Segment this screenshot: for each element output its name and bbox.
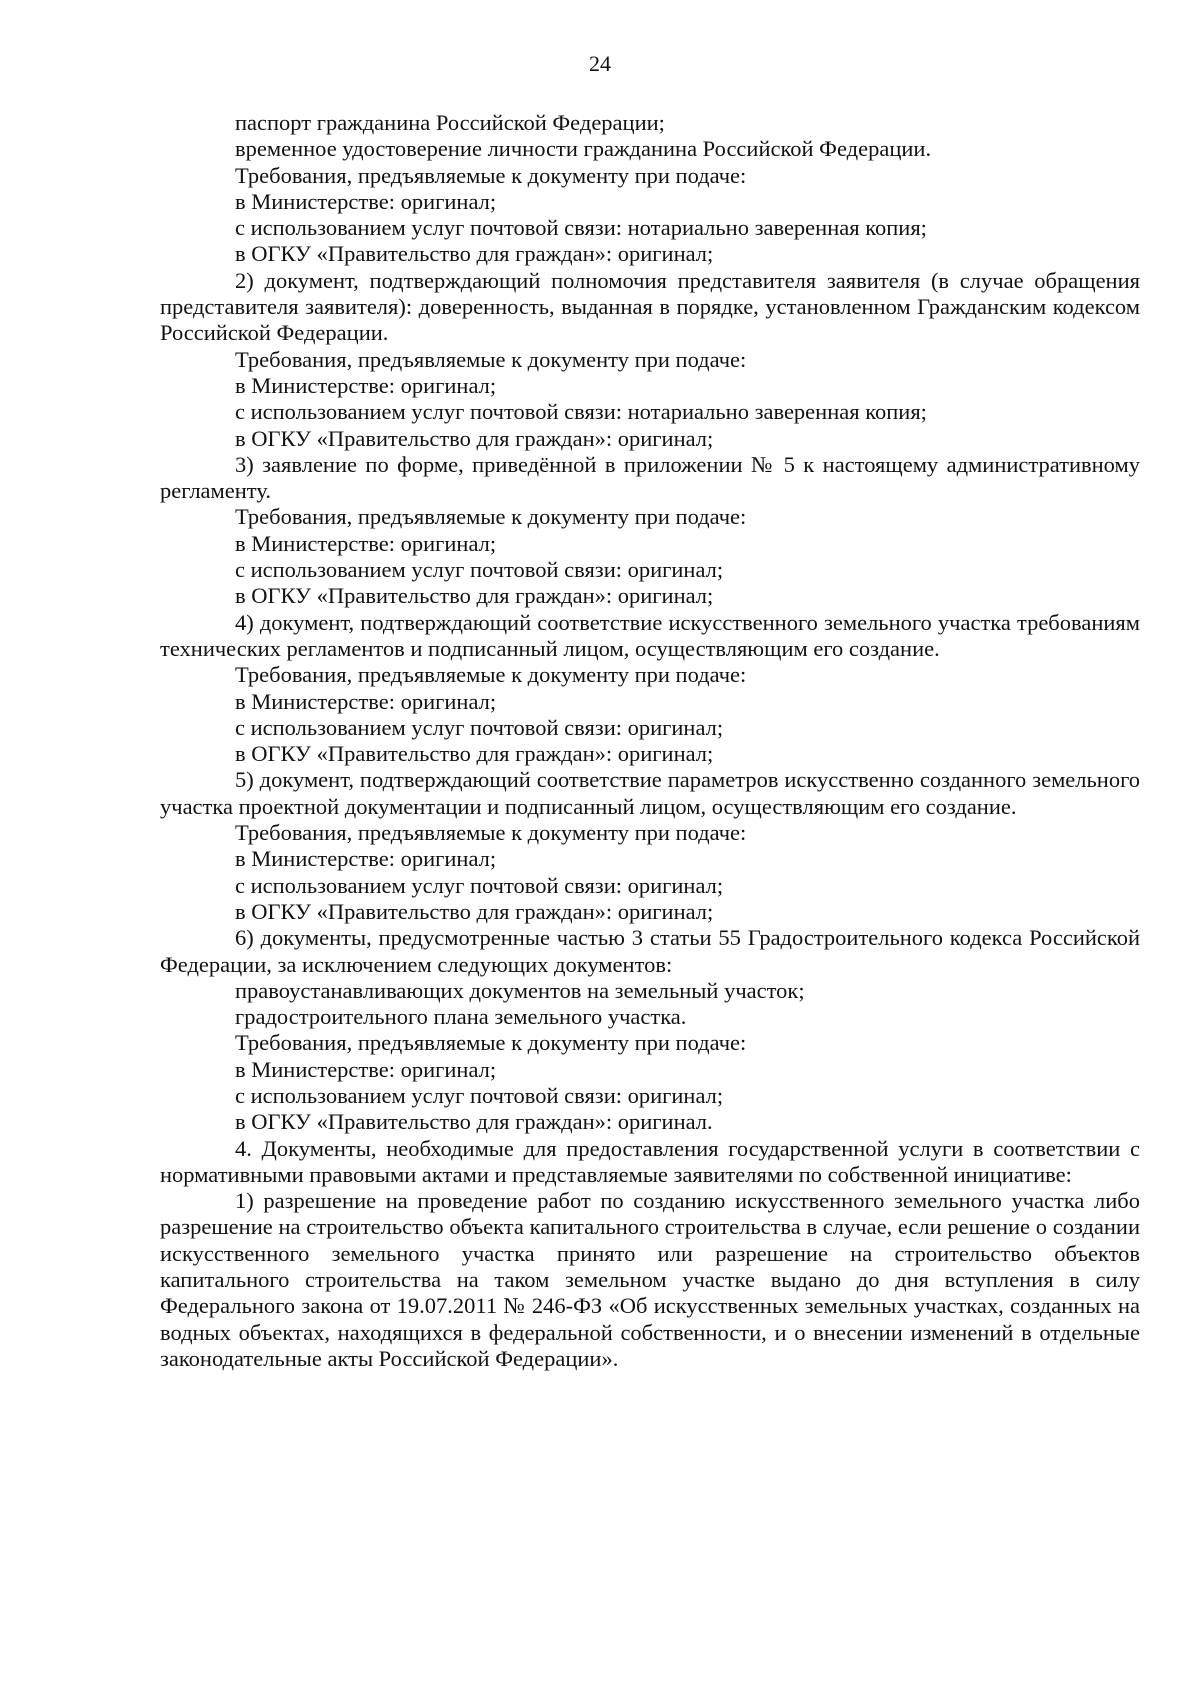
paragraph-12: 3) заявление по форме, приведённой в приложении № 5 к настоящему административному регламенту. [160, 451, 1140, 504]
paragraph-4: в Министерстве: оригинал; [235, 188, 497, 214]
paragraph-6: в ОГКУ «Правительство для граждан»: оригинал; [235, 241, 714, 267]
paragraph-16: в ОГКУ «Правительство для граждан»: оригинал; [235, 583, 714, 609]
paragraph-2: временное удостоверение личности гражданина Российской Федерации. [235, 136, 932, 162]
paragraph-19: в Министерстве: оригинал; [235, 688, 497, 714]
paragraph-23: Требования, предъявляемые к документу при подаче: [235, 820, 747, 846]
paragraph-32: с использованием услуг почтовой связи: оригинал; [235, 1082, 724, 1108]
paragraph-24: в Министерстве: оригинал; [235, 846, 497, 872]
paragraph-13: Требования, предъявляемые к документу при подаче: [235, 504, 747, 530]
paragraph-20: с использованием услуг почтовой связи: оригинал; [235, 714, 724, 740]
paragraph-10: с использованием услуг почтовой связи: нотариально заверенная копия; [235, 399, 927, 425]
paragraph-9: в Министерстве: оригинал; [235, 372, 497, 398]
paragraph-22: 5) документ, подтверждающий соответствие параметров искусственно созданного земельного участка проектной документации и подписанный лицом, осуществляющим его создание. [160, 767, 1140, 819]
paragraph-35: 1) разрешение на проведение работ по созданию искусственного земельного участка либо разрешение на строительство объекта капитального строительства в случае, если решение о создании искусственного земельного участка принято или разрешение на строительство объектов капитального строительства на таком земельном участке выдано до дня вступления в силу Федерального закона от 19.07.2011 № 246-ФЗ «Об искусственных земельных участках, созданных на водных объектах, находящихся в федеральной собственности, и о внесении изменений в отдельные законодательные акты Российской Федерации». [160, 1188, 1140, 1371]
paragraph-30: Требования, предъявляемые к документу при подаче: [235, 1030, 747, 1056]
paragraph-26: в ОГКУ «Правительство для граждан»: оригинал; [235, 898, 714, 924]
paragraph-7: 2) документ, подтверждающий полномочия представителя заявителя (в случае обращения представителя заявителя): доверенность, выданная в порядке, установленном Гражданским кодексом Российской Федерации. [160, 267, 1140, 346]
paragraph-34: 4. Документы, необходимые для предоставления государственной услуги в соответствии с нормативными правовыми актами и представляемые заявителями по собственной инициативе: [160, 1135, 1140, 1187]
paragraph-5: с использованием услуг почтовой связи: нотариально заверенная копия; [235, 215, 927, 241]
paragraph-15: с использованием услуг почтовой связи: оригинал; [235, 557, 724, 583]
paragraph-21: в ОГКУ «Правительство для граждан»: оригинал; [235, 741, 714, 767]
paragraph-17: 4) документ, подтверждающий соответствие искусственного земельного участка требованиям технических регламентов и подписанный лицом, осуществляющим его создание. [160, 609, 1140, 661]
paragraph-3: Требования, предъявляемые к документу при подаче: [235, 162, 747, 188]
document-body [160, 110, 1140, 1372]
paragraph-8: Требования, предъявляемые к документу при подаче: [235, 346, 747, 372]
paragraph-29: градостроительного плана земельного участка. [235, 1004, 687, 1030]
page-number: 24 [589, 51, 611, 76]
paragraph-18: Требования, предъявляемые к документу при подаче: [235, 662, 747, 688]
paragraph-27: 6) документы, предусмотренные частью 3 статьи 55 Градостроительного кодекса Российской Федерации, за исключением следующих документов: [160, 925, 1140, 977]
paragraph-1: паспорт гражданина Российской Федерации; [235, 110, 665, 135]
paragraph-14: в Министерстве: оригинал; [235, 530, 497, 556]
paragraph-28: правоустанавливающих документов на земельный участок; [235, 977, 805, 1003]
paragraph-11: в ОГКУ «Правительство для граждан»: оригинал; [235, 425, 714, 451]
paragraph-31: в Министерстве: оригинал; [235, 1056, 497, 1082]
paragraph-33: в ОГКУ «Правительство для граждан»: оригинал. [235, 1109, 713, 1135]
paragraph-25: с использованием услуг почтовой связи: оригинал; [235, 872, 724, 898]
